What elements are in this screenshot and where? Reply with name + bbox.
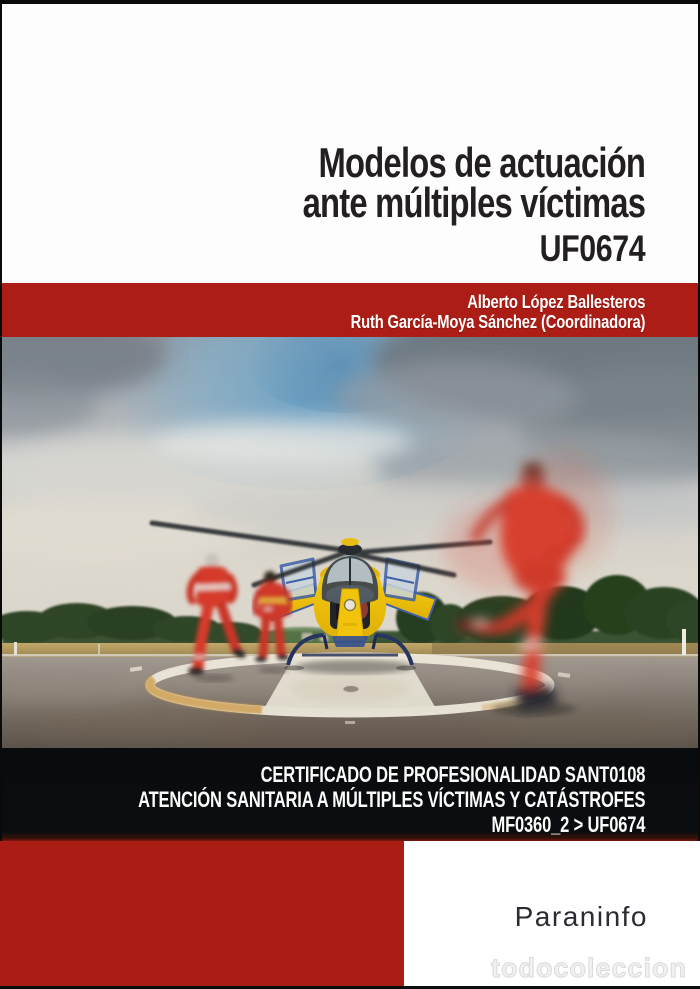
unit-code: UF0674	[539, 228, 645, 269]
authors	[350, 292, 645, 332]
bottom-area	[0, 841, 700, 986]
certificate-line-1: CERTIFICADO DE PROFESIONALIDAD SANT0108	[260, 762, 645, 787]
title-area	[2, 4, 698, 283]
landing-light	[345, 600, 356, 611]
authors-band	[2, 283, 698, 337]
certificate-band	[2, 748, 698, 841]
certificate-line-2: ATENCIÓN SANITARIA A MÚLTIPLES VÍCTIMAS Y CATÁSTROFES	[137, 787, 645, 812]
cover-photo	[2, 337, 698, 748]
cover-photo-illustration	[2, 337, 698, 748]
helicopter-shadow	[296, 660, 412, 674]
red-accent-block	[0, 841, 404, 986]
certificate-text	[138, 762, 645, 837]
author-line-2: Ruth García-Moya Sánchez (Coordinadora)	[350, 312, 645, 332]
marketplace-watermark: todocoleccion	[490, 953, 687, 983]
author-line-1: Alberto López Ballesteros	[467, 292, 645, 312]
title-line-2: ante múltiples víctimas	[302, 179, 645, 226]
book-title	[206, 139, 645, 269]
publisher-logo: Paraninfo	[514, 901, 648, 932]
certificate-line-3: MF0360_2 > UF0674	[491, 812, 645, 837]
title-line-1: Modelos de actuación	[318, 139, 645, 186]
